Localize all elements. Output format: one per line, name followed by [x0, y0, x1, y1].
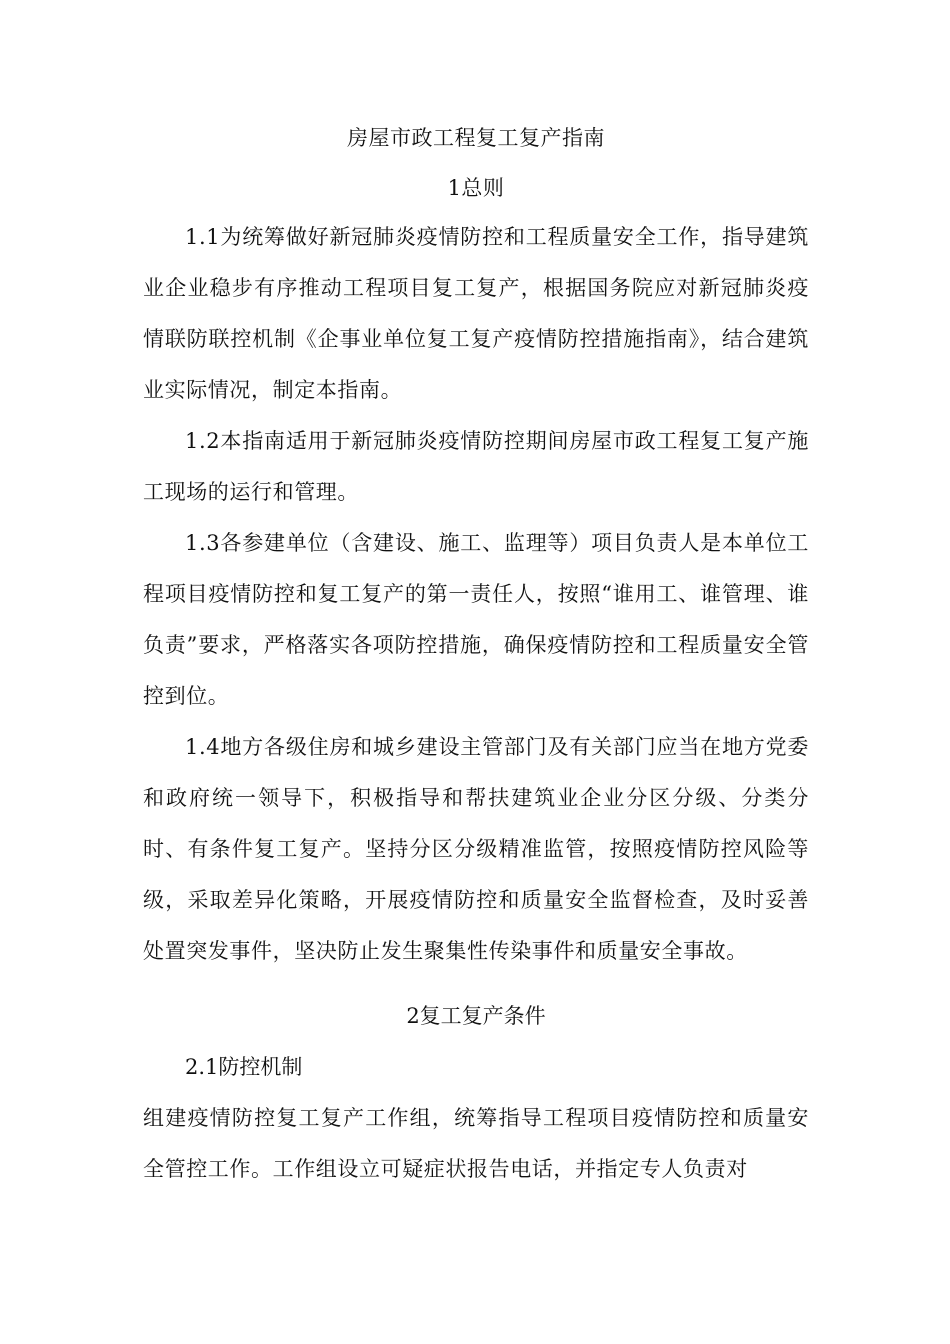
- paragraph-1-1: 1.1为统筹做好新冠肺炎疫情防控和工程质量安全工作，指导建筑业企业稳步有序推动工程项目复工复产，根据国务院应对新冠肺炎疫情联防联控机制《企事业单位复工复产疫情防控措施指南》，结合建筑业实际情况，制定本指南。: [143, 225, 809, 402]
- paragraph-1-4: 1.4地方各级住房和城乡建设主管部门及有关部门应当在地方党委和政府统一领导下，积极指导和帮扶建筑业企业分区分级、分类分时、有条件复工复产。坚持分区分级精准监管，按照疫情防控风险等级，采取差异化策略，开展疫情防控和质量安全监督检查，及时妥善处置突发事件，坚决防止发生聚集性传染事件和质量安全事故。: [143, 735, 809, 963]
- document-title: 房屋市政工程复工复产指南: [347, 126, 605, 150]
- section-2-heading: 2复工复产条件: [406, 1004, 546, 1028]
- paragraph-1-3: 1.3各参建单位（含建设、施工、监理等）项目负责人是本单位工程项目疫情防控和复工复产的第一责任人，按照“谁用工、谁管理、谁负责”要求，严格落实各项防控措施，确保疫情防控和工程质量安全管控到位。: [143, 531, 809, 708]
- subsection-2-1-heading: 2.1防控机制: [185, 1055, 303, 1079]
- paragraph-1-2: 1.2本指南适用于新冠肺炎疫情防控期间房屋市政工程复工复产施工现场的运行和管理。: [143, 429, 809, 504]
- paragraph-2-1: 组建疫情防控复工复产工作组，统筹指导工程项目疫情防控和质量安全管控工作。工作组设立可疑症状报告电话，并指定专人负责对: [143, 1106, 809, 1181]
- section-1-heading: 1总则: [447, 176, 505, 200]
- document-body: [143, 118, 809, 1195]
